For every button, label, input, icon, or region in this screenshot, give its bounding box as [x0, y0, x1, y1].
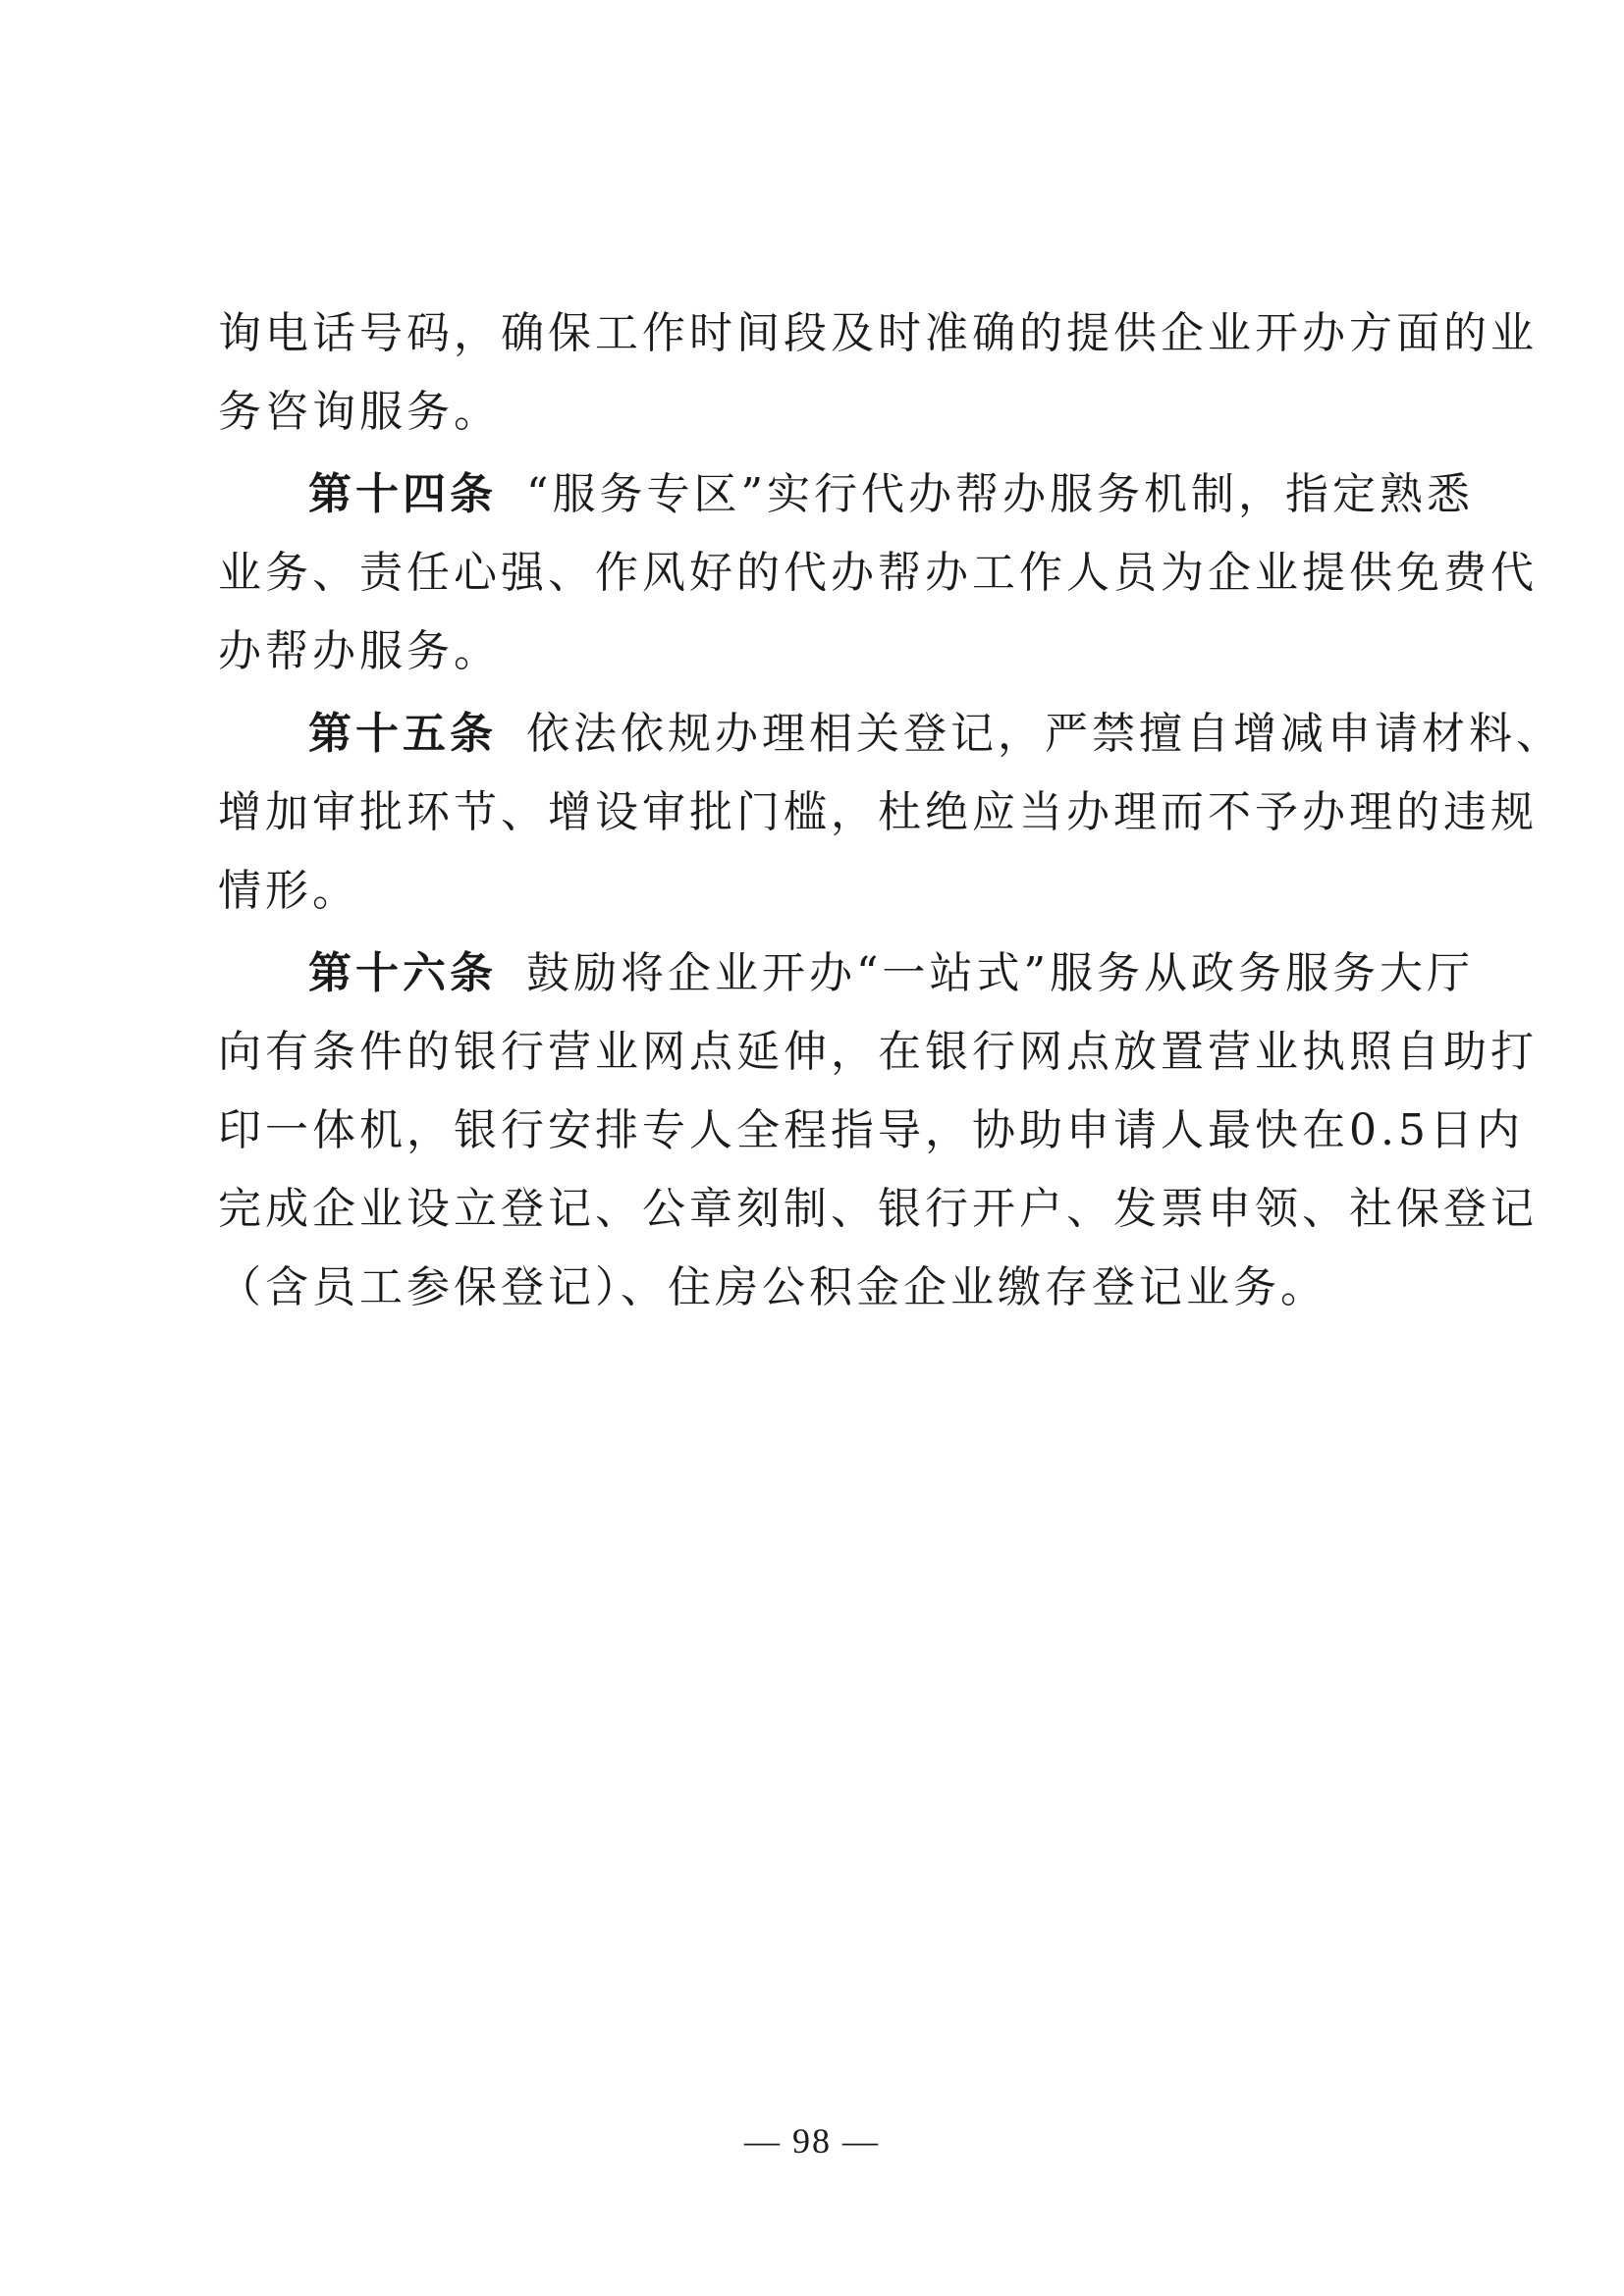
article-14	[218, 455, 1538, 691]
body-line: 务咨询服务。	[218, 387, 501, 437]
body-line: 情形。	[218, 866, 359, 916]
article-15	[218, 695, 1563, 931]
document-body	[218, 294, 1563, 1327]
body-line: 完成企业设立登记、公章刻制、银行开户、发票申领、社保登记	[218, 1184, 1538, 1234]
article-first-line	[218, 455, 1474, 534]
body-line: 询电话号码，确保工作时间段及时准确的提供企业开办方面的业	[218, 308, 1538, 358]
article-number: 第十四条	[308, 469, 497, 519]
article-number: 第十五条	[308, 709, 497, 759]
body-line: 印一体机，银行安排专人全程指导，协助申请人最快在0.5日内	[218, 1105, 1524, 1155]
article-text: 依法依规办理相关登记，严禁擅自增减申请材料、	[526, 709, 1563, 759]
article-number: 第十六条	[308, 948, 497, 998]
body-line: 增加审批环节、增设审批门槛，杜绝应当办理而不予办理的违规	[218, 787, 1538, 837]
article-first-line	[218, 695, 1563, 774]
article-text: 鼓励将企业开办“一站式”服务从政务服务大厅	[526, 948, 1474, 998]
body-line: 办帮办服务。	[218, 626, 501, 676]
body-line: 向有条件的银行营业网点延伸，在银行网点放置营业执照自助打	[218, 1027, 1538, 1077]
article-first-line	[218, 934, 1474, 1013]
body-line: 业务、责任心强、作风好的代办帮办工作人员为企业提供免费代	[218, 548, 1538, 598]
body-line: （含员工参保登记）、住房公积金企业缴存登记业务。	[218, 1262, 1327, 1312]
page-number: — 98 —	[744, 2121, 880, 2161]
article-16	[218, 934, 1538, 1327]
article-text: “服务专区”实行代办帮办服务机制，指定熟悉	[526, 469, 1474, 519]
